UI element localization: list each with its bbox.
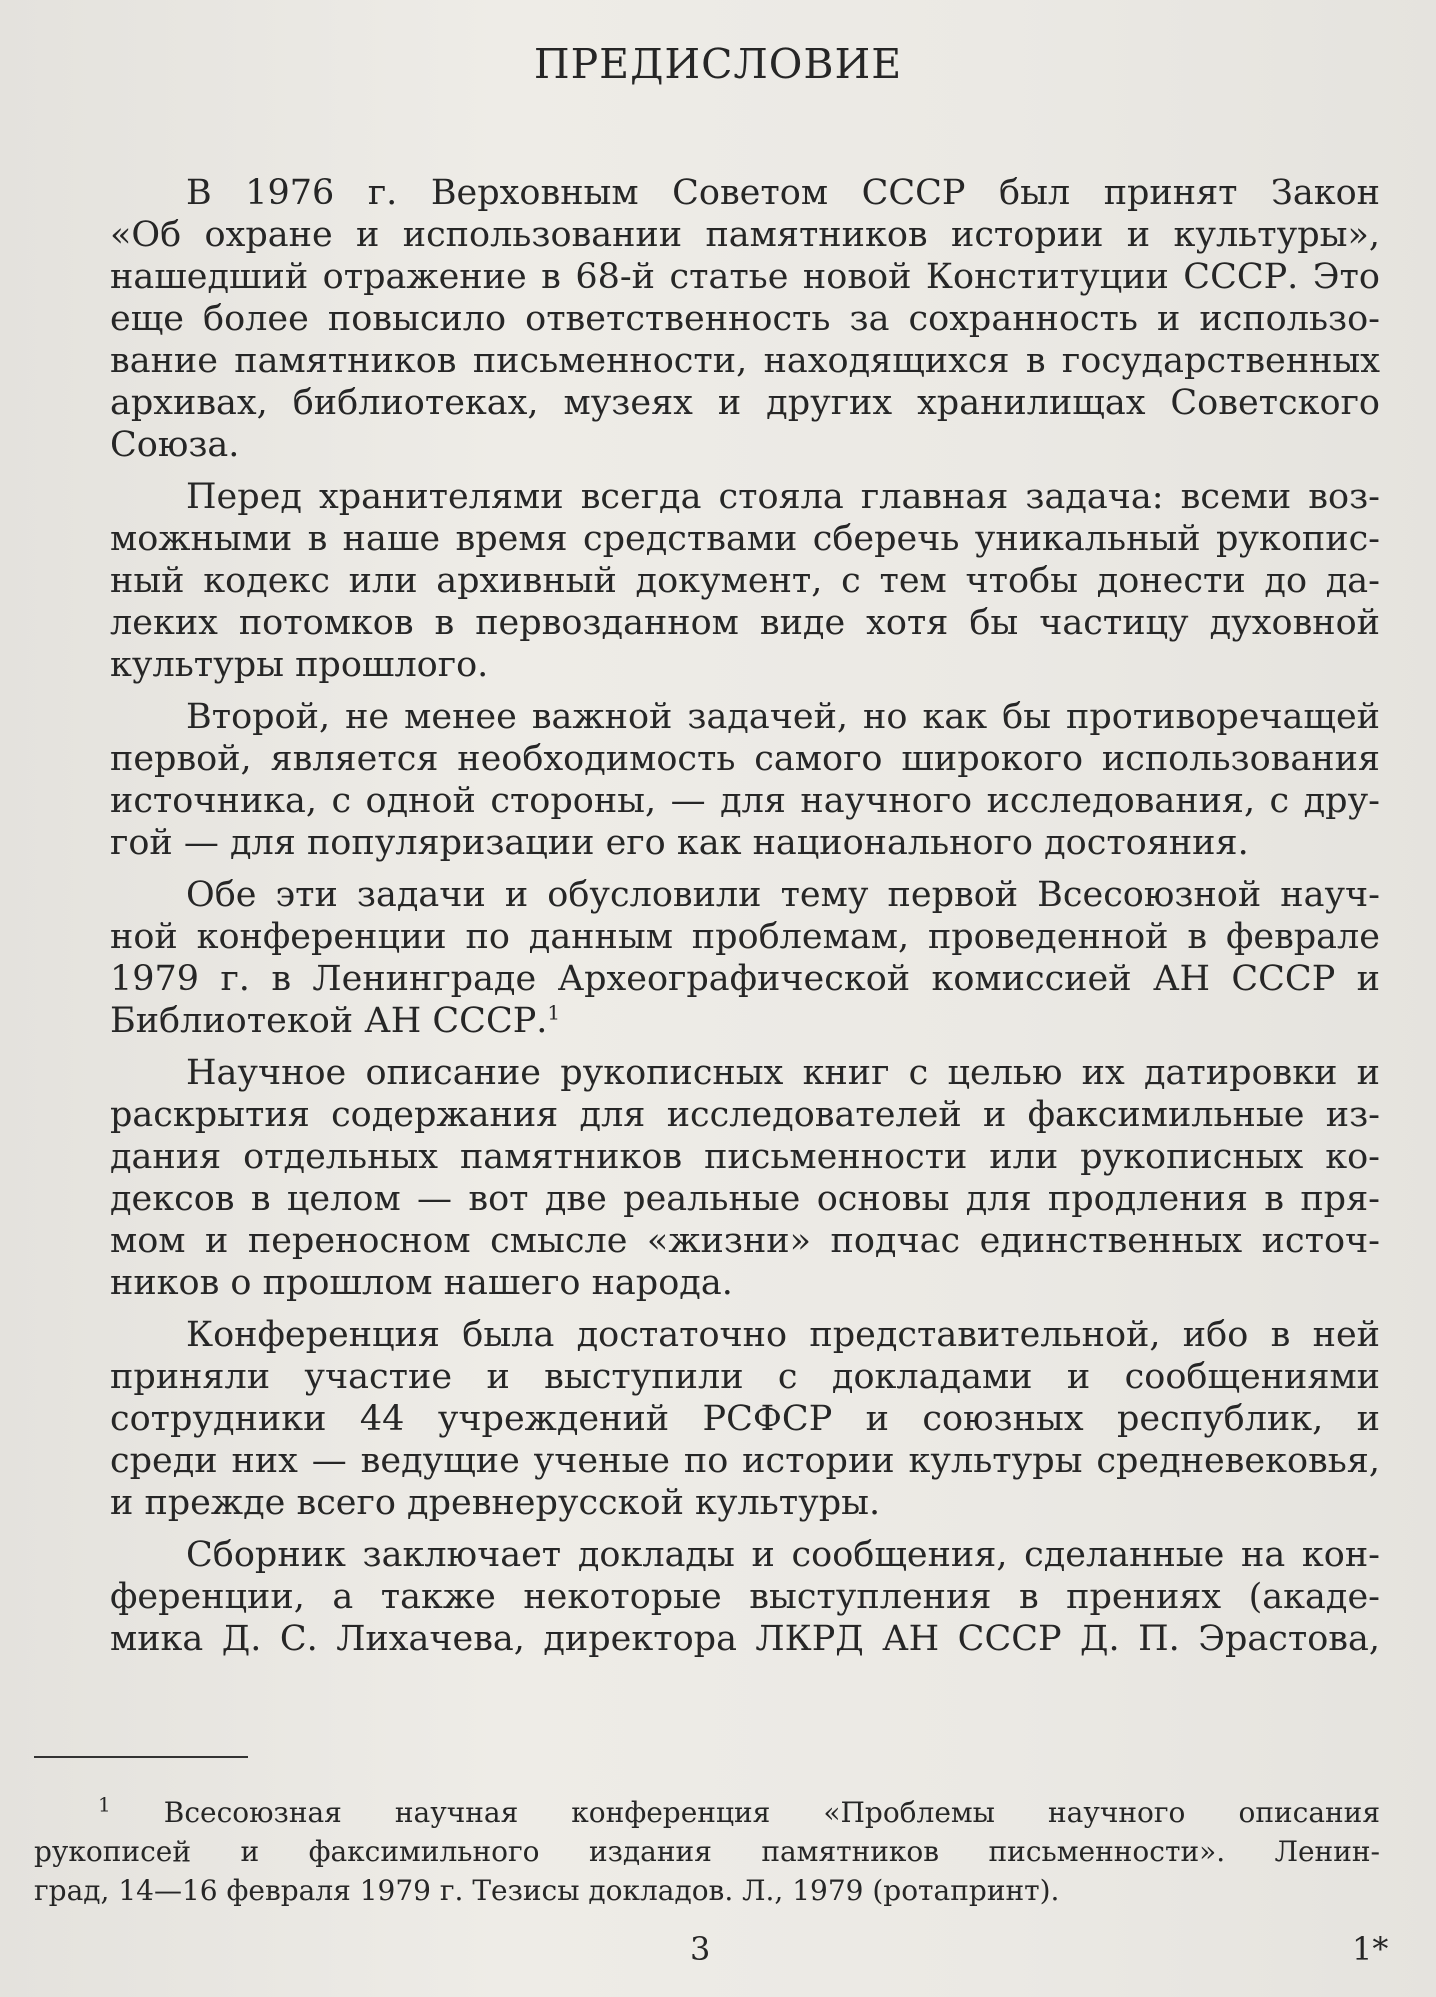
page-number: 3 [690, 1930, 711, 1968]
text-line: ный кодекс или архивный документ, с тем чтобы донести до да- [110, 561, 1380, 601]
text-line: Союза. [110, 425, 240, 465]
text-line: Второй, не менее важной задачей, но как бы противоречащей [186, 697, 1380, 737]
footnote-divider [34, 1756, 248, 1758]
text-line: первой, является необходимость самого широкого использования [110, 739, 1380, 779]
footnote-marker: 1 [98, 1792, 111, 1817]
text-line: ной конференции по данным проблемам, проведенной в феврале [110, 917, 1380, 957]
text-line: 1979 г. в Ленинграде Археографической комиссией АН СССР и [110, 959, 1380, 999]
text-line: можными в наше время средствами сберечь уникальный рукопис- [110, 519, 1380, 559]
preface-body [34, 172, 1380, 1670]
footnote-line: рукописей и факсимильного издания памятников письменности». Ленин- [34, 1835, 1380, 1868]
footnote [34, 1793, 1380, 1910]
text-line: В 1976 г. Верховным Советом СССР был принят Закон [186, 173, 1380, 213]
text-line: Обе эти задачи и обусловили тему первой Всесоюзной науч- [186, 875, 1380, 915]
paragraph-6 [34, 1314, 1380, 1524]
text-line: Сборник заключает доклады и сообщения, сделанные на кон- [186, 1535, 1380, 1575]
paragraph-5 [34, 1052, 1380, 1304]
text-line: дания отдельных памятников письменности или рукописных ко- [110, 1137, 1380, 1177]
text-line: Перед хранителями всегда стояла главная задача: всеми воз- [186, 477, 1380, 517]
footnote-line-1 [34, 1793, 1380, 1832]
paragraph-7 [34, 1534, 1380, 1660]
text-line: Библиотекой АН СССР. [110, 1001, 548, 1041]
footnote-text: Всесоюзная научная конференция «Проблемы научного описания [163, 1796, 1381, 1829]
paragraph-4 [34, 874, 1380, 1042]
text-line: Конференция была достаточно представительной, ибо в ней [186, 1315, 1380, 1355]
text-line: вание памятников письменности, находящихся в государственных [110, 341, 1380, 381]
paragraph-3 [34, 696, 1380, 864]
paragraph-1 [34, 172, 1380, 466]
text-line: «Об охране и использовании памятников истории и культуры», [110, 215, 1380, 255]
text-line: архивах, библиотеках, музеях и других хранилищах Советского [110, 383, 1380, 423]
paragraph-2 [34, 476, 1380, 686]
text-line: источника, с одной стороны, — для научного исследования, с дру- [110, 781, 1380, 821]
text-line-with-footnote [34, 1000, 1380, 1042]
text-line: ников о прошлом нашего народа. [110, 1263, 733, 1303]
page-title: ПРЕДИСЛОВИЕ [533, 40, 903, 88]
text-line: культуры прошлого. [110, 645, 489, 685]
text-line: нашедший отражение в 68-й статье новой Конституции СССР. Это [110, 257, 1380, 297]
text-line: и прежде всего древнерусской культуры. [110, 1483, 881, 1523]
text-line: мика Д. С. Лихачева, директора ЛКРД АН СССР Д. П. Эрастова, [110, 1619, 1380, 1659]
text-line: сотрудники 44 учреждений РСФСР и союзных республик, и [110, 1399, 1380, 1439]
footnote-reference[interactable]: 1 [547, 1000, 561, 1025]
text-line: гой — для популяризации его как национального достояния. [110, 823, 1249, 863]
text-line: мом и переносном смысле «жизни» подчас единственных источ- [110, 1221, 1380, 1261]
text-line: дексов в целом — вот две реальные основы для продления в пря- [110, 1179, 1380, 1219]
text-line: ференции, а также некоторые выступления в прениях (акаде- [110, 1577, 1380, 1617]
footnote-line: град, 14—16 февраля 1979 г. Тезисы докладов. Л., 1979 (ротапринт). [34, 1874, 1060, 1907]
text-line: леких потомков в первозданном виде хотя бы частицу духовной [110, 603, 1380, 643]
printer-signature-mark: 1* [1352, 1930, 1389, 1968]
text-line: Научное описание рукописных книг с целью их датировки и [186, 1053, 1380, 1093]
text-line: раскрытия содержания для исследователей и факсимильные из- [110, 1095, 1380, 1135]
text-line: приняли участие и выступили с докладами и сообщениями [110, 1357, 1380, 1397]
text-line: еще более повысило ответственность за сохранность и использо- [110, 299, 1380, 339]
text-line: среди них — ведущие ученые по истории культуры средневековья, [110, 1441, 1380, 1481]
